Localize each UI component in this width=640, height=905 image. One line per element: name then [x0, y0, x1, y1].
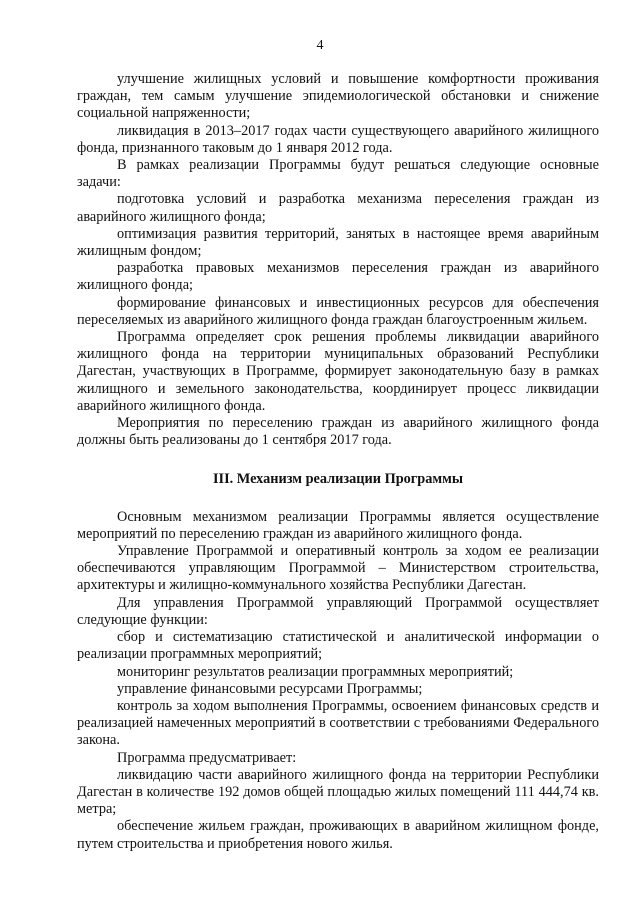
paragraph: Управление Программой и оперативный контроль за ходом ее реализации обеспечиваются управляющим Программой – Министерством строительства, архитектуры и жилищно-коммунального хозяйства Республики Дагестан. [77, 543, 599, 594]
paragraph: В рамках реализации Программы будут решаться следующие основные задачи: [77, 157, 599, 191]
paragraph: обеспечение жильем граждан, проживающих в аварийном жилищном фонде, путем строительства и приобретения нового жилья. [77, 818, 599, 852]
page-number: 4 [316, 38, 324, 53]
paragraph: ликвидацию части аварийного жилищного фонда на территории Республики Дагестан в количестве 192 домов общей площадью жилых помещений 111 444,74 кв. метра; [77, 766, 599, 818]
paragraph: подготовка условий и разработка механизма переселения граждан из аварийного жилищного фонда; [77, 191, 599, 225]
paragraph: Мероприятия по переселению граждан из аварийного жилищного фонда должны быть реализованы до 1 сентября 2017 года. [77, 415, 599, 449]
paragraph: Для управления Программой управляющий Программой осуществляет следующие функции: [77, 594, 599, 628]
paragraph: оптимизация развития территорий, занятых в настоящее время аварийным жилищным фондом; [77, 225, 599, 260]
paragraph: формирование финансовых и инвестиционных ресурсов для обеспечения переселяемых из аварийного жилищного фонда граждан благоустроенным жильем. [77, 294, 599, 328]
section-title: III. Механизм реализации Программы [212, 471, 464, 488]
paragraph: разработка правовых механизмов переселения граждан из аварийного жилищного фонда; [77, 260, 599, 294]
document-body [77, 71, 599, 853]
paragraph: контроль за ходом выполнения Программы, освоением финансовых средств и реализацией намеченных мероприятий в соответствии с требованиями Федерального закона. [77, 697, 599, 749]
paragraph: мониторинг результатов реализации программных мероприятий; [117, 663, 514, 680]
paragraph: ликвидация в 2013–2017 годах части существующего аварийного жилищного фонда, признанного таковым до 1 января 2012 года. [77, 122, 599, 156]
paragraph: улучшение жилищных условий и повышение комфортности проживания граждан, тем самым улучшение эпидемиологической обстановки и снижение социальной напряженности; [77, 71, 599, 122]
paragraph: Основным механизмом реализации Программы является осуществление мероприятий по переселению граждан из аварийного жилищного фонда. [77, 508, 599, 542]
paragraph: Программа определяет срок решения проблемы ликвидации аварийного жилищного фонда на территории муниципальных образований Республики Дагестан, участвующих в Программе, формирует законодательную базу в рамках жилищного и земельного законодательства, координирует процесс ликвидации аварийного жилищного фонда. [77, 329, 599, 414]
paragraph: Программа предусматривает: [117, 749, 297, 766]
paragraph: управление финансовыми ресурсами Программы; [117, 680, 423, 697]
paragraph: сбор и систематизацию статистической и аналитической информации о реализации программных мероприятий; [77, 629, 599, 663]
